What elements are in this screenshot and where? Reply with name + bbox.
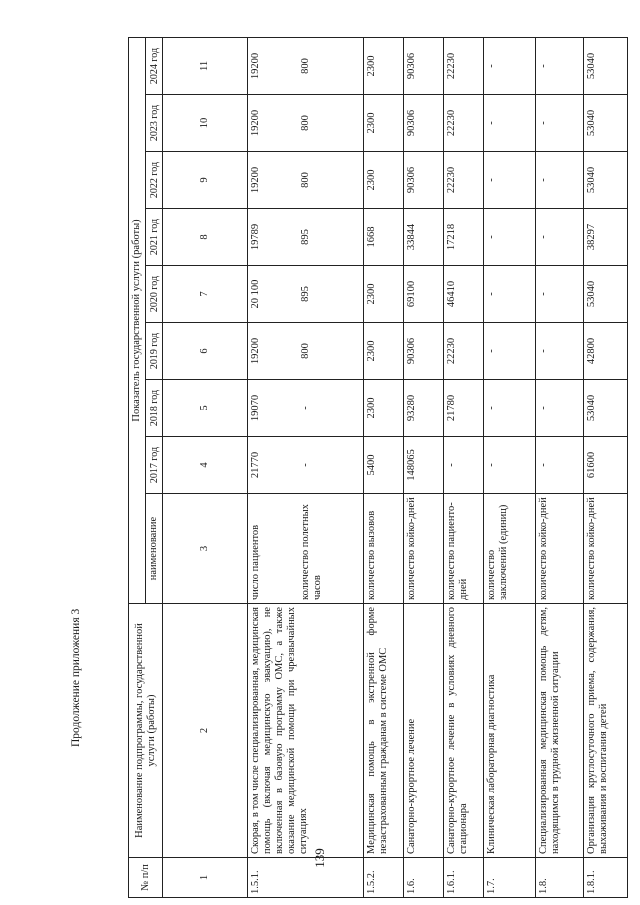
value: 895	[300, 229, 312, 245]
value-cell: 2300	[364, 152, 404, 209]
value: 800	[300, 115, 312, 131]
value-cell	[248, 209, 364, 266]
value-cell	[248, 37, 364, 94]
header-indicator-group: Показатель государственной услуги (работы)	[129, 37, 146, 603]
value-cell	[248, 437, 364, 494]
column-index: 10	[163, 95, 248, 152]
table-row	[536, 37, 584, 897]
value-cell: 2300	[364, 380, 404, 437]
value-cell: -	[484, 209, 536, 266]
value-cell	[248, 152, 364, 209]
column-index: 11	[163, 37, 248, 94]
value-cell: 69100	[404, 266, 444, 323]
row-number: 1.5.1.	[248, 858, 364, 898]
column-index: 2	[163, 604, 248, 858]
value-cell: -	[444, 437, 484, 494]
row-number: 1.7.	[484, 858, 536, 898]
value-cell: -	[484, 95, 536, 152]
value-cell: 22230	[444, 37, 484, 94]
value-cell: 53040	[584, 152, 628, 209]
value-cell: -	[484, 266, 536, 323]
value-cell: -	[484, 437, 536, 494]
value-cell: -	[484, 323, 536, 380]
value: 20 100	[250, 279, 261, 309]
indicator-name	[248, 494, 364, 604]
column-index-row	[163, 37, 248, 897]
header-year: 2020 год	[146, 266, 163, 323]
value: 19200	[250, 52, 261, 80]
value-cell: -	[536, 437, 584, 494]
column-index: 5	[163, 380, 248, 437]
value-cell: 22230	[444, 95, 484, 152]
row-number: 1.6.	[404, 858, 444, 898]
value-cell: 2300	[364, 323, 404, 380]
value-cell	[248, 95, 364, 152]
row-number: 1.8.1.	[584, 858, 628, 898]
indicator-unit: число пациентов	[250, 524, 261, 600]
value-cell: -	[536, 323, 584, 380]
appendix-caption: Продолжение приложения 3	[70, 608, 82, 747]
value-cell: 90306	[404, 37, 444, 94]
value: -	[300, 463, 312, 467]
header-year: 2018 год	[146, 380, 163, 437]
value-cell: 61600	[584, 437, 628, 494]
header-indicator-name: наименование	[146, 494, 163, 604]
column-index: 1	[163, 858, 248, 898]
value-cell: 90306	[404, 152, 444, 209]
service-name: Скорая, в том числе специализированная, медицинская помощь (включая медицинскую эвакуацию), не включенная в базовую программу ОМС, а также оказание медицинской помощи при чрезвычайных ситуациях	[248, 604, 364, 858]
column-index: 4	[163, 437, 248, 494]
value-cell: 53040	[584, 37, 628, 94]
value-cell: 2300	[364, 95, 404, 152]
value: 21770	[250, 451, 261, 479]
table-row	[444, 37, 484, 897]
indicator-name: количество заключений (единиц)	[484, 494, 536, 604]
value-cell: -	[536, 209, 584, 266]
value: 19200	[250, 109, 261, 137]
indicator-name: количество пациенто-дней	[444, 494, 484, 604]
row-number: 1.5.2.	[364, 858, 404, 898]
header-num: № п/п	[129, 858, 163, 898]
value-cell: 90306	[404, 95, 444, 152]
service-name: Специализированная медицинская помощь детям, находящимся в трудной жизненной ситуации	[536, 604, 584, 858]
value-cell: 21780	[444, 380, 484, 437]
value: 800	[300, 58, 312, 74]
service-name: Медицинская помощь в экстренной форме незастрахованным гражданам в системе ОМС	[364, 604, 404, 858]
value-cell: 17218	[444, 209, 484, 266]
table-row	[484, 37, 536, 897]
service-name: Организация круглосуточного приема, содержания, выхаживания и воспитания детей	[584, 604, 628, 858]
value-cell: 2300	[364, 37, 404, 94]
service-name: Клиническая лабораторная диагностика	[484, 604, 536, 858]
table-row	[404, 37, 444, 897]
column-index: 3	[163, 494, 248, 604]
value-cell: 5400	[364, 437, 404, 494]
value-cell	[248, 266, 364, 323]
report-table-wrapper	[128, 38, 628, 898]
column-index: 7	[163, 266, 248, 323]
indicator-name: количество койко-дней	[584, 494, 628, 604]
value-cell: 53040	[584, 380, 628, 437]
value-cell: 53040	[584, 95, 628, 152]
value-cell: 42800	[584, 323, 628, 380]
value-cell: 46410	[444, 266, 484, 323]
column-index: 8	[163, 209, 248, 266]
value-cell: 2300	[364, 266, 404, 323]
value-cell: -	[536, 380, 584, 437]
value-cell: -	[484, 152, 536, 209]
header-year: 2023 год	[146, 95, 163, 152]
indicator-name: количество вызовов	[364, 494, 404, 604]
value-cell	[248, 380, 364, 437]
column-index: 6	[163, 323, 248, 380]
value: 895	[300, 286, 312, 302]
row-number: 1.6.1.	[444, 858, 484, 898]
indicator-name: количество койко-дней	[536, 494, 584, 604]
header-year: 2019 год	[146, 323, 163, 380]
value: 19200	[250, 166, 261, 194]
row-number: 1.8.	[536, 858, 584, 898]
value-cell: 22230	[444, 152, 484, 209]
value: 800	[300, 343, 312, 359]
value-cell: -	[484, 37, 536, 94]
value-cell: 93280	[404, 380, 444, 437]
value-cell: -	[536, 37, 584, 94]
value-cell: -	[536, 95, 584, 152]
service-name: Санаторно-курортное лечение в условиях дневного стационара	[444, 604, 484, 858]
value-cell: -	[484, 380, 536, 437]
header-year: 2017 год	[146, 437, 163, 494]
report-table	[128, 37, 628, 898]
page-number: 139	[312, 848, 327, 868]
table-row	[584, 37, 628, 897]
header-year: 2021 год	[146, 209, 163, 266]
header-year: 2024 год	[146, 37, 163, 94]
indicator-unit: количество полетных часов	[300, 504, 324, 600]
value: 19789	[250, 223, 261, 251]
value-cell: 1668	[364, 209, 404, 266]
value: 800	[300, 172, 312, 188]
value-cell: 33844	[404, 209, 444, 266]
value-cell: -	[536, 152, 584, 209]
header-service-name: Наименование подпрограммы, государственной услуги (работы)	[129, 604, 163, 858]
column-index: 9	[163, 152, 248, 209]
value-cell: 90306	[404, 323, 444, 380]
service-name: Санаторно-курортное лечение	[404, 604, 444, 858]
value-cell: 53040	[584, 266, 628, 323]
value-cell: 22230	[444, 323, 484, 380]
value-cell: -	[536, 266, 584, 323]
value-cell	[248, 323, 364, 380]
table-row	[248, 37, 364, 897]
indicator-name: количество койко-дней	[404, 494, 444, 604]
value: 19200	[250, 337, 261, 365]
header-year: 2022 год	[146, 152, 163, 209]
header-row-1	[129, 37, 146, 897]
table-row	[364, 37, 404, 897]
value: -	[300, 406, 312, 410]
value-cell: 148065	[404, 437, 444, 494]
value-cell: 38297	[584, 209, 628, 266]
value: 19070	[250, 394, 261, 422]
